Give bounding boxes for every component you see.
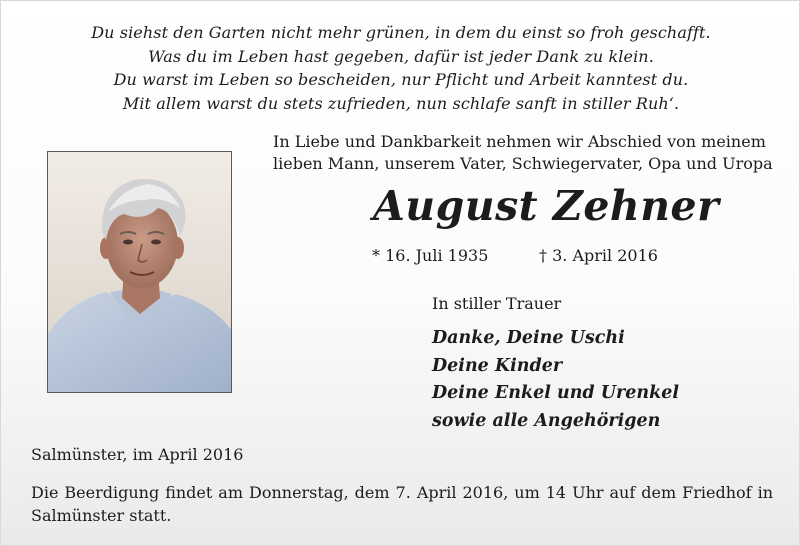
signer: Deine Kinder	[432, 355, 563, 376]
poem-line: Was du im Leben hast gegeben, dafür ist jeder Dank zu klein.	[148, 46, 654, 66]
signer: Deine Enkel und Urenkel	[432, 383, 679, 403]
birth-date: * 16. Juli 1935	[372, 246, 489, 265]
poem-line: Du siehst den Garten nicht mehr grünen, in dem du einst so froh geschafft.	[91, 23, 711, 42]
signer: Danke, Deine Uschi	[432, 328, 625, 348]
death-date: † 3. April 2016	[539, 246, 658, 265]
place-and-date: Salmünster, im April 2016	[31, 445, 244, 464]
funeral-notice: Die Beerdigung findet am Donnerstag, dem 7. April 2016, um 14 Uhr auf dem Friedhof in Salmünster statt.	[31, 483, 773, 525]
deceased-name: August Zehner	[373, 182, 720, 230]
farewell-intro	[273, 131, 783, 175]
signers-list	[432, 325, 679, 435]
signer: sowie alle Angehörigen	[432, 410, 661, 431]
intro-line: In Liebe und Dankbarkeit nehmen wir Abschied von meinem	[273, 132, 766, 151]
mourning-label: In stiller Trauer	[432, 294, 562, 313]
intro-line: lieben Mann, unserem Vater, Schwiegervater, Opa und Uropa	[273, 154, 773, 173]
poem-line: Du warst im Leben so bescheiden, nur Pflicht und Arbeit kanntest du.	[113, 70, 689, 89]
portrait-image	[48, 152, 232, 393]
portrait-photo	[47, 151, 232, 393]
poem-line: Mit allem warst du stets zufrieden, nun schlafe sanft in stiller Ruh‘.	[122, 93, 680, 113]
poem	[1, 21, 800, 115]
